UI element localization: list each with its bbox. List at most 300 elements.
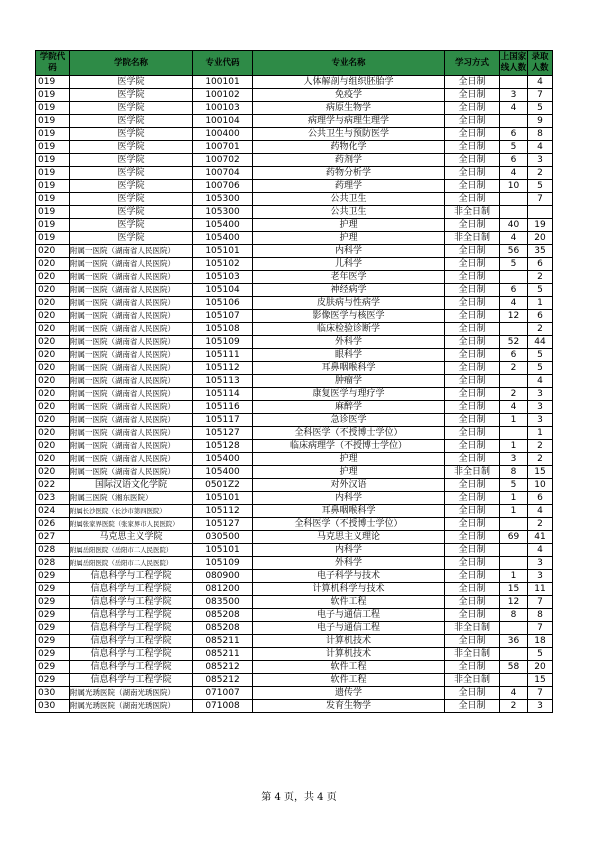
national-line-count-cell: 4	[500, 167, 528, 180]
table-row	[36, 440, 553, 453]
table-row	[36, 687, 553, 700]
major-code-cell: 105112	[193, 362, 253, 375]
major-code-cell: 105101	[193, 544, 253, 557]
admitted-count-cell: 3	[528, 700, 553, 713]
national-line-count-cell	[500, 375, 528, 388]
major-code-cell: 105111	[193, 349, 253, 362]
table-row	[36, 401, 553, 414]
college-name-cell: 附属一医院（湖南省人民医院）	[70, 297, 193, 310]
college-name-cell: 医学院	[70, 141, 193, 154]
college-name-cell: 信息科学与工程学院	[70, 622, 193, 635]
table-body	[36, 76, 553, 713]
study-mode-cell: 全日制	[445, 440, 500, 453]
college-code-cell: 020	[36, 453, 70, 466]
college-name-cell: 附属一医院（湖南省人民医院）	[70, 427, 193, 440]
major-code-cell: 100104	[193, 115, 253, 128]
header-admitted-count: 录取人数	[528, 51, 553, 76]
admitted-count-cell: 4	[528, 141, 553, 154]
study-mode-cell: 全日制	[445, 583, 500, 596]
study-mode-cell: 非全日制	[445, 622, 500, 635]
national-line-count-cell	[500, 557, 528, 570]
college-name-cell: 附属张家界医院（张家界市人民医院）	[70, 518, 193, 531]
study-mode-cell: 非全日制	[445, 466, 500, 479]
college-name-cell: 医学院	[70, 128, 193, 141]
college-code-cell: 026	[36, 518, 70, 531]
table-row	[36, 141, 553, 154]
table-row	[36, 310, 553, 323]
college-code-cell: 029	[36, 661, 70, 674]
college-name-cell: 信息科学与工程学院	[70, 570, 193, 583]
table-row	[36, 219, 553, 232]
major-name-cell: 全科医学（不授博士学位）	[253, 518, 445, 531]
study-mode-cell: 全日制	[445, 76, 500, 89]
college-name-cell: 附属一医院（湖南省人民医院）	[70, 258, 193, 271]
national-line-count-cell: 56	[500, 245, 528, 258]
national-line-count-cell: 5	[500, 479, 528, 492]
study-mode-cell: 全日制	[445, 154, 500, 167]
admitted-count-cell: 44	[528, 336, 553, 349]
major-code-cell: 085212	[193, 674, 253, 687]
admitted-count-cell: 5	[528, 349, 553, 362]
college-code-cell: 020	[36, 466, 70, 479]
major-name-cell: 电子科学与技术	[253, 570, 445, 583]
major-name-cell: 影像医学与核医学	[253, 310, 445, 323]
college-name-cell: 附属光琇医院（湖南光琇医院）	[70, 687, 193, 700]
study-mode-cell: 全日制	[445, 661, 500, 674]
table-row	[36, 336, 553, 349]
college-name-cell: 附属一医院（湖南省人民医院）	[70, 271, 193, 284]
major-code-cell: 085211	[193, 648, 253, 661]
admitted-count-cell: 4	[528, 375, 553, 388]
college-code-cell: 029	[36, 583, 70, 596]
college-name-cell: 信息科学与工程学院	[70, 661, 193, 674]
major-code-cell: 105103	[193, 271, 253, 284]
major-name-cell: 内科学	[253, 245, 445, 258]
college-code-cell: 020	[36, 336, 70, 349]
study-mode-cell: 全日制	[445, 323, 500, 336]
major-name-cell: 急诊医学	[253, 414, 445, 427]
study-mode-cell: 非全日制	[445, 206, 500, 219]
major-name-cell: 免疫学	[253, 89, 445, 102]
major-code-cell: 105127	[193, 518, 253, 531]
table-row	[36, 635, 553, 648]
table-row	[36, 648, 553, 661]
major-code-cell: 105104	[193, 284, 253, 297]
study-mode-cell: 全日制	[445, 700, 500, 713]
college-name-cell: 附属一医院（湖南省人民医院）	[70, 245, 193, 258]
major-code-cell: 100701	[193, 141, 253, 154]
major-code-cell: 083500	[193, 596, 253, 609]
table-row	[36, 700, 553, 713]
table-row	[36, 102, 553, 115]
national-line-count-cell: 4	[500, 232, 528, 245]
admitted-count-cell: 3	[528, 570, 553, 583]
college-name-cell: 医学院	[70, 232, 193, 245]
national-line-count-cell: 10	[500, 180, 528, 193]
major-name-cell: 护理	[253, 453, 445, 466]
study-mode-cell: 全日制	[445, 284, 500, 297]
admitted-count-cell: 19	[528, 219, 553, 232]
national-line-count-cell: 1	[500, 492, 528, 505]
national-line-count-cell	[500, 206, 528, 219]
table-row	[36, 544, 553, 557]
national-line-count-cell: 69	[500, 531, 528, 544]
major-code-cell: 105112	[193, 505, 253, 518]
national-line-count-cell: 3	[500, 453, 528, 466]
national-line-count-cell	[500, 544, 528, 557]
table-row	[36, 258, 553, 271]
national-line-count-cell	[500, 622, 528, 635]
major-code-cell: 105400	[193, 466, 253, 479]
national-line-count-cell: 4	[500, 297, 528, 310]
college-name-cell: 医学院	[70, 154, 193, 167]
admitted-count-cell: 35	[528, 245, 553, 258]
major-name-cell: 遗传学	[253, 687, 445, 700]
major-name-cell: 外科学	[253, 336, 445, 349]
major-code-cell: 105300	[193, 206, 253, 219]
college-name-cell: 国际汉语文化学院	[70, 479, 193, 492]
national-line-count-cell: 4	[500, 401, 528, 414]
college-code-cell: 020	[36, 323, 70, 336]
college-name-cell: 附属一医院（湖南省人民医院）	[70, 414, 193, 427]
study-mode-cell: 全日制	[445, 297, 500, 310]
national-line-count-cell: 36	[500, 635, 528, 648]
admitted-count-cell: 8	[528, 128, 553, 141]
college-code-cell: 020	[36, 284, 70, 297]
national-line-count-cell: 2	[500, 362, 528, 375]
study-mode-cell: 全日制	[445, 362, 500, 375]
page-footer: 第 4 页，共 4 页	[261, 792, 337, 803]
college-code-cell: 020	[36, 440, 70, 453]
study-mode-cell: 全日制	[445, 336, 500, 349]
table-row	[36, 583, 553, 596]
study-mode-cell: 全日制	[445, 128, 500, 141]
admitted-count-cell: 2	[528, 518, 553, 531]
major-name-cell: 计算机技术	[253, 635, 445, 648]
national-line-count-cell: 8	[500, 609, 528, 622]
table-row	[36, 609, 553, 622]
national-line-count-cell: 1	[500, 414, 528, 427]
major-code-cell: 081200	[193, 583, 253, 596]
national-line-count-cell: 12	[500, 310, 528, 323]
major-code-cell: 085212	[193, 661, 253, 674]
major-name-cell: 康复医学与理疗学	[253, 388, 445, 401]
major-code-cell: 105117	[193, 414, 253, 427]
admitted-count-cell: 4	[528, 505, 553, 518]
admitted-count-cell: 2	[528, 453, 553, 466]
major-code-cell: 105113	[193, 375, 253, 388]
college-code-cell: 029	[36, 609, 70, 622]
college-code-cell: 030	[36, 700, 70, 713]
study-mode-cell: 全日制	[445, 258, 500, 271]
national-line-count-cell: 1	[500, 505, 528, 518]
national-line-count-cell: 15	[500, 583, 528, 596]
major-code-cell: 105127	[193, 427, 253, 440]
major-code-cell: 085208	[193, 609, 253, 622]
major-name-cell: 药理学	[253, 180, 445, 193]
study-mode-cell: 全日制	[445, 388, 500, 401]
study-mode-cell: 非全日制	[445, 674, 500, 687]
college-name-cell: 附属岳阳医院（岳阳市二人民医院）	[70, 544, 193, 557]
college-code-cell: 019	[36, 141, 70, 154]
admitted-count-cell: 20	[528, 232, 553, 245]
study-mode-cell: 全日制	[445, 401, 500, 414]
study-mode-cell: 全日制	[445, 375, 500, 388]
major-code-cell: 100400	[193, 128, 253, 141]
table-row	[36, 180, 553, 193]
major-code-cell: 105108	[193, 323, 253, 336]
major-name-cell: 耳鼻咽喉科学	[253, 362, 445, 375]
admitted-count-cell: 6	[528, 258, 553, 271]
admitted-count-cell: 7	[528, 89, 553, 102]
study-mode-cell: 全日制	[445, 193, 500, 206]
admitted-count-cell: 2	[528, 440, 553, 453]
major-name-cell: 护理	[253, 232, 445, 245]
college-code-cell: 027	[36, 531, 70, 544]
table-row	[36, 453, 553, 466]
college-code-cell: 019	[36, 128, 70, 141]
major-code-cell: 105101	[193, 492, 253, 505]
table-row	[36, 89, 553, 102]
table-row	[36, 154, 553, 167]
study-mode-cell: 全日制	[445, 349, 500, 362]
table-row	[36, 596, 553, 609]
national-line-count-cell	[500, 648, 528, 661]
table-row	[36, 206, 553, 219]
college-code-cell: 019	[36, 115, 70, 128]
college-code-cell: 020	[36, 375, 70, 388]
major-name-cell: 软件工程	[253, 661, 445, 674]
table-row	[36, 388, 553, 401]
admitted-count-cell: 41	[528, 531, 553, 544]
table-row	[36, 622, 553, 635]
college-code-cell: 020	[36, 245, 70, 258]
college-code-cell: 024	[36, 505, 70, 518]
major-code-cell: 100102	[193, 89, 253, 102]
admitted-count-cell: 2	[528, 271, 553, 284]
major-code-cell: 105107	[193, 310, 253, 323]
college-code-cell: 019	[36, 180, 70, 193]
college-name-cell: 医学院	[70, 193, 193, 206]
major-name-cell: 老年医学	[253, 271, 445, 284]
major-name-cell: 病理学与病理生理学	[253, 115, 445, 128]
major-name-cell: 计算机技术	[253, 648, 445, 661]
college-name-cell: 附属一医院（湖南省人民医院）	[70, 375, 193, 388]
major-name-cell: 人体解剖与组织胚胎学	[253, 76, 445, 89]
national-line-count-cell: 2	[500, 388, 528, 401]
college-name-cell: 附属一医院（湖南省人民医院）	[70, 401, 193, 414]
college-name-cell: 附属一医院（湖南省人民医院）	[70, 453, 193, 466]
header-national-line-count: 上国家线人数	[500, 51, 528, 76]
major-name-cell: 临床检验诊断学	[253, 323, 445, 336]
admitted-count-cell: 7	[528, 596, 553, 609]
major-code-cell: 105400	[193, 453, 253, 466]
study-mode-cell: 全日制	[445, 310, 500, 323]
college-name-cell: 附属一医院（湖南省人民医院）	[70, 284, 193, 297]
national-line-count-cell: 12	[500, 596, 528, 609]
major-name-cell: 内科学	[253, 492, 445, 505]
college-name-cell: 马克思主义学院	[70, 531, 193, 544]
major-code-cell: 105128	[193, 440, 253, 453]
table-row	[36, 557, 553, 570]
admitted-count-cell: 7	[528, 687, 553, 700]
college-name-cell: 附属一医院（湖南省人民医院）	[70, 310, 193, 323]
college-code-cell: 022	[36, 479, 70, 492]
major-code-cell: 030500	[193, 531, 253, 544]
major-code-cell: 100101	[193, 76, 253, 89]
college-code-cell: 020	[36, 401, 70, 414]
college-code-cell: 028	[36, 557, 70, 570]
admitted-count-cell: 5	[528, 362, 553, 375]
study-mode-cell: 全日制	[445, 414, 500, 427]
major-code-cell: 085211	[193, 635, 253, 648]
table-row	[36, 661, 553, 674]
header-college-code: 学院代码	[36, 51, 70, 76]
college-code-cell: 019	[36, 232, 70, 245]
study-mode-cell: 非全日制	[445, 648, 500, 661]
college-code-cell: 019	[36, 154, 70, 167]
national-line-count-cell: 40	[500, 219, 528, 232]
college-name-cell: 附属一医院（湖南省人民医院）	[70, 349, 193, 362]
admitted-count-cell: 3	[528, 154, 553, 167]
college-code-cell: 029	[36, 648, 70, 661]
major-code-cell: 105116	[193, 401, 253, 414]
header-major-name: 专业名称	[253, 51, 445, 76]
major-code-cell: 105102	[193, 258, 253, 271]
college-name-cell: 医学院	[70, 167, 193, 180]
college-name-cell: 附属一医院（湖南省人民医院）	[70, 388, 193, 401]
college-code-cell: 029	[36, 635, 70, 648]
college-name-cell: 信息科学与工程学院	[70, 583, 193, 596]
college-code-cell: 019	[36, 206, 70, 219]
national-line-count-cell: 2	[500, 700, 528, 713]
study-mode-cell: 全日制	[445, 115, 500, 128]
major-code-cell: 100706	[193, 180, 253, 193]
study-mode-cell: 非全日制	[445, 232, 500, 245]
major-name-cell: 肿瘤学	[253, 375, 445, 388]
college-code-cell: 020	[36, 310, 70, 323]
admitted-count-cell: 1	[528, 427, 553, 440]
major-name-cell: 外科学	[253, 557, 445, 570]
major-code-cell: 105400	[193, 232, 253, 245]
study-mode-cell: 全日制	[445, 89, 500, 102]
admitted-count-cell: 5	[528, 648, 553, 661]
admissions-table	[35, 50, 553, 713]
college-name-cell: 医学院	[70, 76, 193, 89]
college-code-cell: 020	[36, 297, 70, 310]
table-row	[36, 570, 553, 583]
table-row	[36, 362, 553, 375]
national-line-count-cell: 3	[500, 89, 528, 102]
college-name-cell: 附属一医院（湖南省人民医院）	[70, 466, 193, 479]
college-name-cell: 附属光琇医院（湖南光琇医院）	[70, 700, 193, 713]
college-code-cell: 020	[36, 258, 70, 271]
study-mode-cell: 全日制	[445, 531, 500, 544]
major-name-cell: 电子与通信工程	[253, 622, 445, 635]
national-line-count-cell	[500, 674, 528, 687]
college-code-cell: 019	[36, 167, 70, 180]
study-mode-cell: 全日制	[445, 687, 500, 700]
national-line-count-cell	[500, 427, 528, 440]
table-header-row	[36, 51, 553, 76]
college-code-cell: 019	[36, 219, 70, 232]
major-name-cell: 全科医学（不授博士学位）	[253, 427, 445, 440]
admitted-count-cell: 7	[528, 193, 553, 206]
college-name-cell: 信息科学与工程学院	[70, 609, 193, 622]
admitted-count-cell: 10	[528, 479, 553, 492]
table-row	[36, 167, 553, 180]
admitted-count-cell: 2	[528, 167, 553, 180]
study-mode-cell: 全日制	[445, 102, 500, 115]
major-code-cell: 105300	[193, 193, 253, 206]
admitted-count-cell: 2	[528, 323, 553, 336]
national-line-count-cell: 1	[500, 440, 528, 453]
study-mode-cell: 全日制	[445, 427, 500, 440]
major-code-cell: 080900	[193, 570, 253, 583]
national-line-count-cell: 5	[500, 258, 528, 271]
college-code-cell: 020	[36, 427, 70, 440]
college-code-cell: 029	[36, 622, 70, 635]
national-line-count-cell	[500, 76, 528, 89]
major-code-cell: 105400	[193, 219, 253, 232]
study-mode-cell: 全日制	[445, 557, 500, 570]
college-name-cell: 附属长沙医院（长沙市第四医院）	[70, 505, 193, 518]
major-name-cell: 护理	[253, 466, 445, 479]
major-name-cell: 眼科学	[253, 349, 445, 362]
study-mode-cell: 全日制	[445, 219, 500, 232]
college-code-cell: 029	[36, 674, 70, 687]
major-name-cell: 公共卫生与预防医学	[253, 128, 445, 141]
national-line-count-cell: 6	[500, 349, 528, 362]
national-line-count-cell: 1	[500, 570, 528, 583]
admitted-count-cell: 1	[528, 297, 553, 310]
table-row	[36, 245, 553, 258]
college-name-cell: 附属三医院（湘东医院）	[70, 492, 193, 505]
national-line-count-cell	[500, 323, 528, 336]
admitted-count-cell: 6	[528, 310, 553, 323]
table-row	[36, 284, 553, 297]
admitted-count-cell: 15	[528, 466, 553, 479]
college-name-cell: 附属岳阳医院（岳阳市二人民医院）	[70, 557, 193, 570]
major-code-cell: 071008	[193, 700, 253, 713]
table-row	[36, 271, 553, 284]
table-row	[36, 479, 553, 492]
admitted-count-cell: 6	[528, 492, 553, 505]
table-row	[36, 115, 553, 128]
major-code-cell: 105101	[193, 245, 253, 258]
college-code-cell: 020	[36, 362, 70, 375]
college-code-cell: 020	[36, 271, 70, 284]
college-code-cell: 028	[36, 544, 70, 557]
major-name-cell: 内科学	[253, 544, 445, 557]
major-name-cell: 儿科学	[253, 258, 445, 271]
table-row	[36, 76, 553, 89]
major-code-cell: 105109	[193, 336, 253, 349]
study-mode-cell: 全日制	[445, 596, 500, 609]
admitted-count-cell: 4	[528, 76, 553, 89]
national-line-count-cell	[500, 193, 528, 206]
major-name-cell: 耳鼻咽喉科学	[253, 505, 445, 518]
major-name-cell: 皮肤病与性病学	[253, 297, 445, 310]
study-mode-cell: 全日制	[445, 180, 500, 193]
college-code-cell: 019	[36, 89, 70, 102]
college-name-cell: 医学院	[70, 115, 193, 128]
major-name-cell: 药物化学	[253, 141, 445, 154]
table-row	[36, 492, 553, 505]
national-line-count-cell	[500, 518, 528, 531]
study-mode-cell: 全日制	[445, 518, 500, 531]
major-code-cell: 105106	[193, 297, 253, 310]
